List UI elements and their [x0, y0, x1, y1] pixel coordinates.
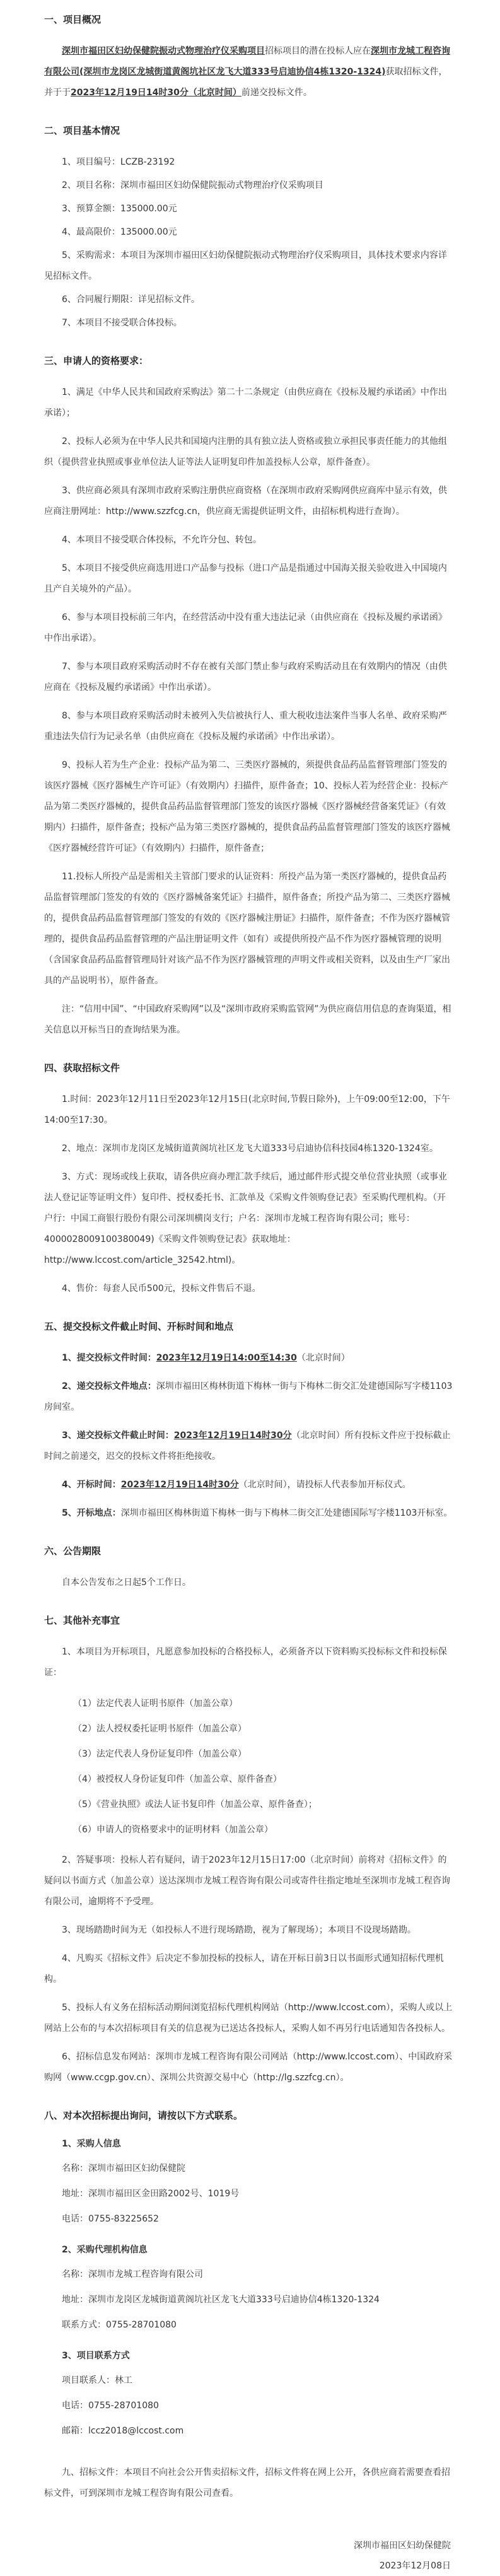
basic-item: 2、项目名称：深圳市福田区妇幼保健院振动式物理治疗仪采购项目 — [62, 180, 323, 190]
obtain-item: 4、售价：每套人民币500元，投标文件售后不退。 — [62, 1284, 261, 1294]
obtain-item: 2、地点：深圳市龙岗区龙城街道黄阁坑社区龙飞大道333号启迪协信科技园4栋1320-1324室。 — [62, 1144, 438, 1154]
bid-item-value: 2023年12月19日14时30分 — [120, 1480, 239, 1490]
section-5-heading: 五、提交投标文件截止时间、开标时间和地点 — [44, 1321, 234, 1332]
bid-item-value: 2023年12月19日14时30分 — [173, 1431, 292, 1441]
bid-item-label: 5、开标地点： — [62, 1508, 121, 1518]
obtain-item: 1.时间：2023年12月11日至2023年12月15日(北京时间,节假日除外)，上午09:00至12:00，下午14:00至17:30。 — [44, 1094, 450, 1125]
basic-item: 5、采购需求：本项目为深圳市福田区妇幼保健院振动式物理治疗仪采购项目，具体技术要求内容详见招标文件。 — [44, 250, 447, 281]
buyer-info — [44, 2156, 453, 2232]
list-item: （1）法定代表人证明书原件（加盖公章） — [73, 1699, 238, 1709]
bid-item-label: 2、递交投标文件地点： — [62, 1381, 156, 1391]
signature-block — [44, 2536, 453, 2576]
buyer-phone: 电话：0755-83225652 — [62, 2214, 159, 2224]
opening-place-item — [44, 1503, 453, 1524]
qualification-item: 9、投标人若为生产企业：投标产品为第二、三类医疗器械的，须提供食品药品监督管理部门签发的该医疗器械《医疗器械生产许可证》（有效期内）扫描件，原件备查；10、投标人若为经营企业：投标产品为第二类医疗器械的，提供食品药品监督管理部门签发的该医疗器械《医疗器械经营备案凭证》（有效期内）扫描件，原件备查；投标产品为第三类医疗器械的，提供食品药品监督管理部门签发的该医疗器械《医疗器械经营许可证》（有效期内）扫描件，原件备查； — [44, 760, 450, 853]
overview-paragraph — [44, 41, 453, 103]
project-name: 深圳市福田区妇幼保健院振动式物理治疗仪采购项目 — [62, 46, 265, 56]
qualification-item: 4、本项目不接受联合体投标，不允许分包、转包。 — [62, 535, 262, 545]
supplement-intro: 1、本项目为开标项目，凡愿意参加投标的合格投标人，必须备齐以下资料购买投标标文件和投标保证： — [44, 1647, 447, 1678]
deadline-time: 2023年12月19日14时30分（北京时间） — [71, 88, 241, 98]
opening-time-item — [44, 1475, 453, 1496]
overview-text-1: 招标项目的潜在投标人应在 — [265, 46, 371, 56]
signature-date: 2023年12月08日 — [379, 2561, 451, 2571]
bid-item-label: 3、递交投标文件截止时间： — [62, 1431, 174, 1441]
bid-place-item — [44, 1376, 453, 1418]
bid-item-value: 深圳市福田区梅林街道下梅林一街与下梅林二街交汇处建德国际写字楼1103房间室。 — [44, 1381, 453, 1412]
agent-info — [44, 2262, 453, 2338]
supplement-item: 6、招标信息发布网站：深圳市龙城工程咨询有限公司网站（http://www.lccost.com）、中国政府采购网（www.ccgp.gov.cn）、深圳公共资源交易中心（http://lg.szzfcg.cn）。 — [44, 2052, 453, 2083]
basic-item: 1、项目编号：LCZB-23192 — [62, 157, 175, 167]
buyer-name: 名称：深圳市福田区妇幼保健院 — [62, 2163, 185, 2174]
list-item: （3）法定代表人身份证复印件（加盖公章） — [73, 1749, 247, 1759]
agent-address-line: 地址：深圳市龙岗区龙城街道黄阁坑社区龙飞大道333号启迪协信4栋1320-1324 — [62, 2295, 380, 2305]
qualification-item: 5、本项目不接受供应商选用进口产品参与投标（进口产品是指通过中国海关报关验收进入中国境内且产自关境外的产品）。 — [44, 563, 447, 594]
agent-phone: 联系方式：0755-28701080 — [62, 2320, 177, 2330]
bid-deadline-item — [44, 1426, 453, 1467]
overview-text-3: 前递交投标文件。 — [241, 88, 312, 98]
bid-item-note: （北京时间） — [296, 1353, 350, 1363]
list-item: （2）法人授权委托证明书原件（加盖公章） — [73, 1724, 247, 1734]
contact-info — [44, 2368, 453, 2444]
qualification-item: 6、参与本项目投标前三年内，在经营活动中没有重大违法记录（由供应商在《投标及履约承诺函》中作出承诺）。 — [44, 612, 447, 643]
notice-period: 自本公告发布之日起5个工作日。 — [62, 1578, 191, 1588]
basic-item: 6、合同履行期限：详见招标文件。 — [62, 295, 200, 305]
section-3-heading: 三、申请人的资格要求： — [44, 355, 149, 366]
list-item: （6）申请人的资格要求中的证明材料（加盖公章） — [73, 1825, 273, 1835]
obtain-item: 3、方式：现场或线上获取，请各供应商办理汇款手续后，通过邮件形式提交单位营业执照（或事业法人登记证等证明文件）复印件、授权委托书、汇款单及《采购文件领购登记表》至采购代理机构。（开户行：中国工商银行股份有限公司深圳横岗支行；户名：深圳市龙城工程咨询有限公司；账号：4000028009100380049)《采购文件领购登记表》获取地址：http://www.lccost.com/article_32542.html)。 — [44, 1172, 447, 1265]
basic-item: 4、最高限价：135000.00元 — [62, 227, 177, 237]
bid-time-item — [44, 1348, 453, 1369]
qualification-item: 1、满足《中华人民共和国政府采购法》第二十二条规定（由供应商在《投标及履约承诺函》中作出承诺）； — [44, 387, 447, 418]
required-documents-list — [44, 1691, 453, 1842]
contact-phone: 电话：0755-28701080 — [62, 2401, 159, 2411]
qualification-item: 8、参与本项目政府采购活动时未被列入失信被执行人、重大税收违法案件当事人名单、政府采购严重违法失信行为记录名单（由供应商在《投标及履约承诺函》中作出承诺）。 — [44, 711, 447, 742]
buyer-address: 地址：深圳市福田区金田路2002号、1019号 — [62, 2189, 240, 2199]
agent-name: 名称：深圳市龙城工程咨询有限公司 — [62, 2269, 203, 2280]
list-item: （4）被授权人身份证复印件（加盖公章、原件备查） — [73, 1774, 282, 1784]
qualification-note: 注：“信用中国”、“中国政府采购网”以及“深圳市政府采购监管网”为供应商信用信息的查询渠道，相关信息以开标当日的查询结果为准。 — [44, 1004, 451, 1035]
section-9-text: 九、招标文件：本项目不向社会公开售卖招标文件，招标文件将在网上公开，各供应商若需要查看招标文件，可到深圳市龙城工程咨询有限公司查看。 — [44, 2468, 450, 2498]
bid-item-note: （北京时间）所有投标文件应于投标截止时间之前递交，迟交的投标文件将拒绝接收。 — [44, 1431, 451, 1461]
list-item: （5）《营业执照》或法人证书复印件（加盖公章、原件备查）； — [73, 1800, 317, 1810]
contact-person: 项目联系人：林工 — [62, 2375, 132, 2386]
bid-item-label: 4、开标时间： — [62, 1480, 121, 1490]
agent-address: 深圳市龙城工程咨询有限公司(深圳市龙岗区龙城街道黄阁坑社区龙飞大道333号启迪协信4栋1320-1324) — [44, 46, 450, 77]
buyer-info-heading: 1、采购人信息 — [62, 2139, 121, 2149]
bid-item-value: 深圳市福田区梅林街道下梅林一街与下梅林二街交汇处建德国际写字楼1103开标室。 — [120, 1508, 453, 1518]
bid-item-value: 2023年12月19日14:00至14:30 — [156, 1353, 297, 1363]
basic-item: 7、本项目不接受联合体投标。 — [62, 318, 182, 328]
section-4-heading: 四、获取招标文件 — [44, 1062, 120, 1074]
basic-item: 3、预算金额：135000.00元 — [62, 204, 177, 214]
agent-info-heading: 2、采购代理机构信息 — [62, 2245, 148, 2255]
section-1-heading: 一、项目概况 — [44, 14, 102, 25]
overview-text-2: 获取招标文件，并于于 — [44, 67, 448, 98]
qualification-item: 7、参与本项目政府采购活动时不存在被有关部门禁止参与政府采购活动且在有效期内的情况（由供应商在《投标及履约承诺函》中作出承诺）。 — [44, 662, 447, 693]
contact-email: 邮箱：lccz2018@lccost.com — [62, 2426, 184, 2436]
contact-info-heading: 3、项目联系方式 — [62, 2351, 130, 2361]
supplement-item: 5、投标人有义务在招标活动期间浏览招标代理机构网站（http://www.lccost.com），采购人或以上网站上公布的与本次招标项目有关的信息视为已送达各投标人，采购人如不再另行电话通知告各投标人。 — [44, 2003, 453, 2034]
qualification-item: 11.投标人所投产品是需相关主管部门要求的认证资料：所投产品为第一类医疗器械的，提供食品药品监督管理部门签发的有效的《医疗器械备案凭证》扫描件，原件备查；所投产品为第二、三类医疗器械的，提供食品药品监督管理部门签发的有效的《医疗器械注册证》扫描件，原件备查；不作为医疗器械管理的，提供食品药品监督管理的产品注册证明文件（如有）或提供所投产品不作为医疗器械管理的说明（含国家食品药品监督管理局针对该产品不作为医疗器械管理的声明文件或相关资料，以及由生产厂家出具的产品说明书），原件备查。 — [44, 872, 450, 986]
section-6-heading: 六、公告期限 — [44, 1545, 102, 1557]
section-2-heading: 二、项目基本情况 — [44, 125, 120, 136]
section-7-heading: 七、其他补充事宜 — [44, 1615, 120, 1626]
qualification-item: 2、投标人必须为在中华人民共和国境内注册的具有独立法人资格或独立承担民事责任能力的其他组织（提供营业执照或事业单位法人证等法人证明复印件加盖投标人公章，原件备查）。 — [44, 436, 447, 467]
bid-item-label: 1、提交投标文件时间： — [62, 1353, 156, 1363]
supplement-item: 3、现场踏勘时间为无（如投标人不进行现场踏勘，视为了解现场）；本项目不设现场踏勘。 — [62, 1925, 416, 1935]
qualification-item: 3、供应商必须具有深圳市政府采购注册供应商资格（在深圳市政府采购网供应商库中显示有效，供应商注册网址：http://www.szzfcg.cn，供应商无需提供证明文件，由招标机构进行查询）。 — [44, 486, 447, 517]
supplement-item: 2、答疑事项：投标人若有疑问，请于2023年12月15日17:00（北京时间）前将对《招标文件》的疑问以书面方式（加盖公章）送达深圳市龙城工程咨询有限公司或寄件往指定地址至深圳市龙城工程咨询有限公司，逾期将不予受理。 — [44, 1855, 450, 1907]
section-8-heading: 八、对本次招标提出询问，请按以下方式联系。 — [44, 2110, 243, 2121]
bid-item-note: （北京时间），请投标人代表参加开标仪式。 — [238, 1480, 411, 1490]
supplement-item: 4、凡购买《招标文件》后决定不参加投标的投标人，请在开标日前3日以书面形式通知招标代理机构。 — [44, 1953, 444, 1984]
signature-org: 深圳市福田区妇幼保健院 — [354, 2541, 451, 2551]
